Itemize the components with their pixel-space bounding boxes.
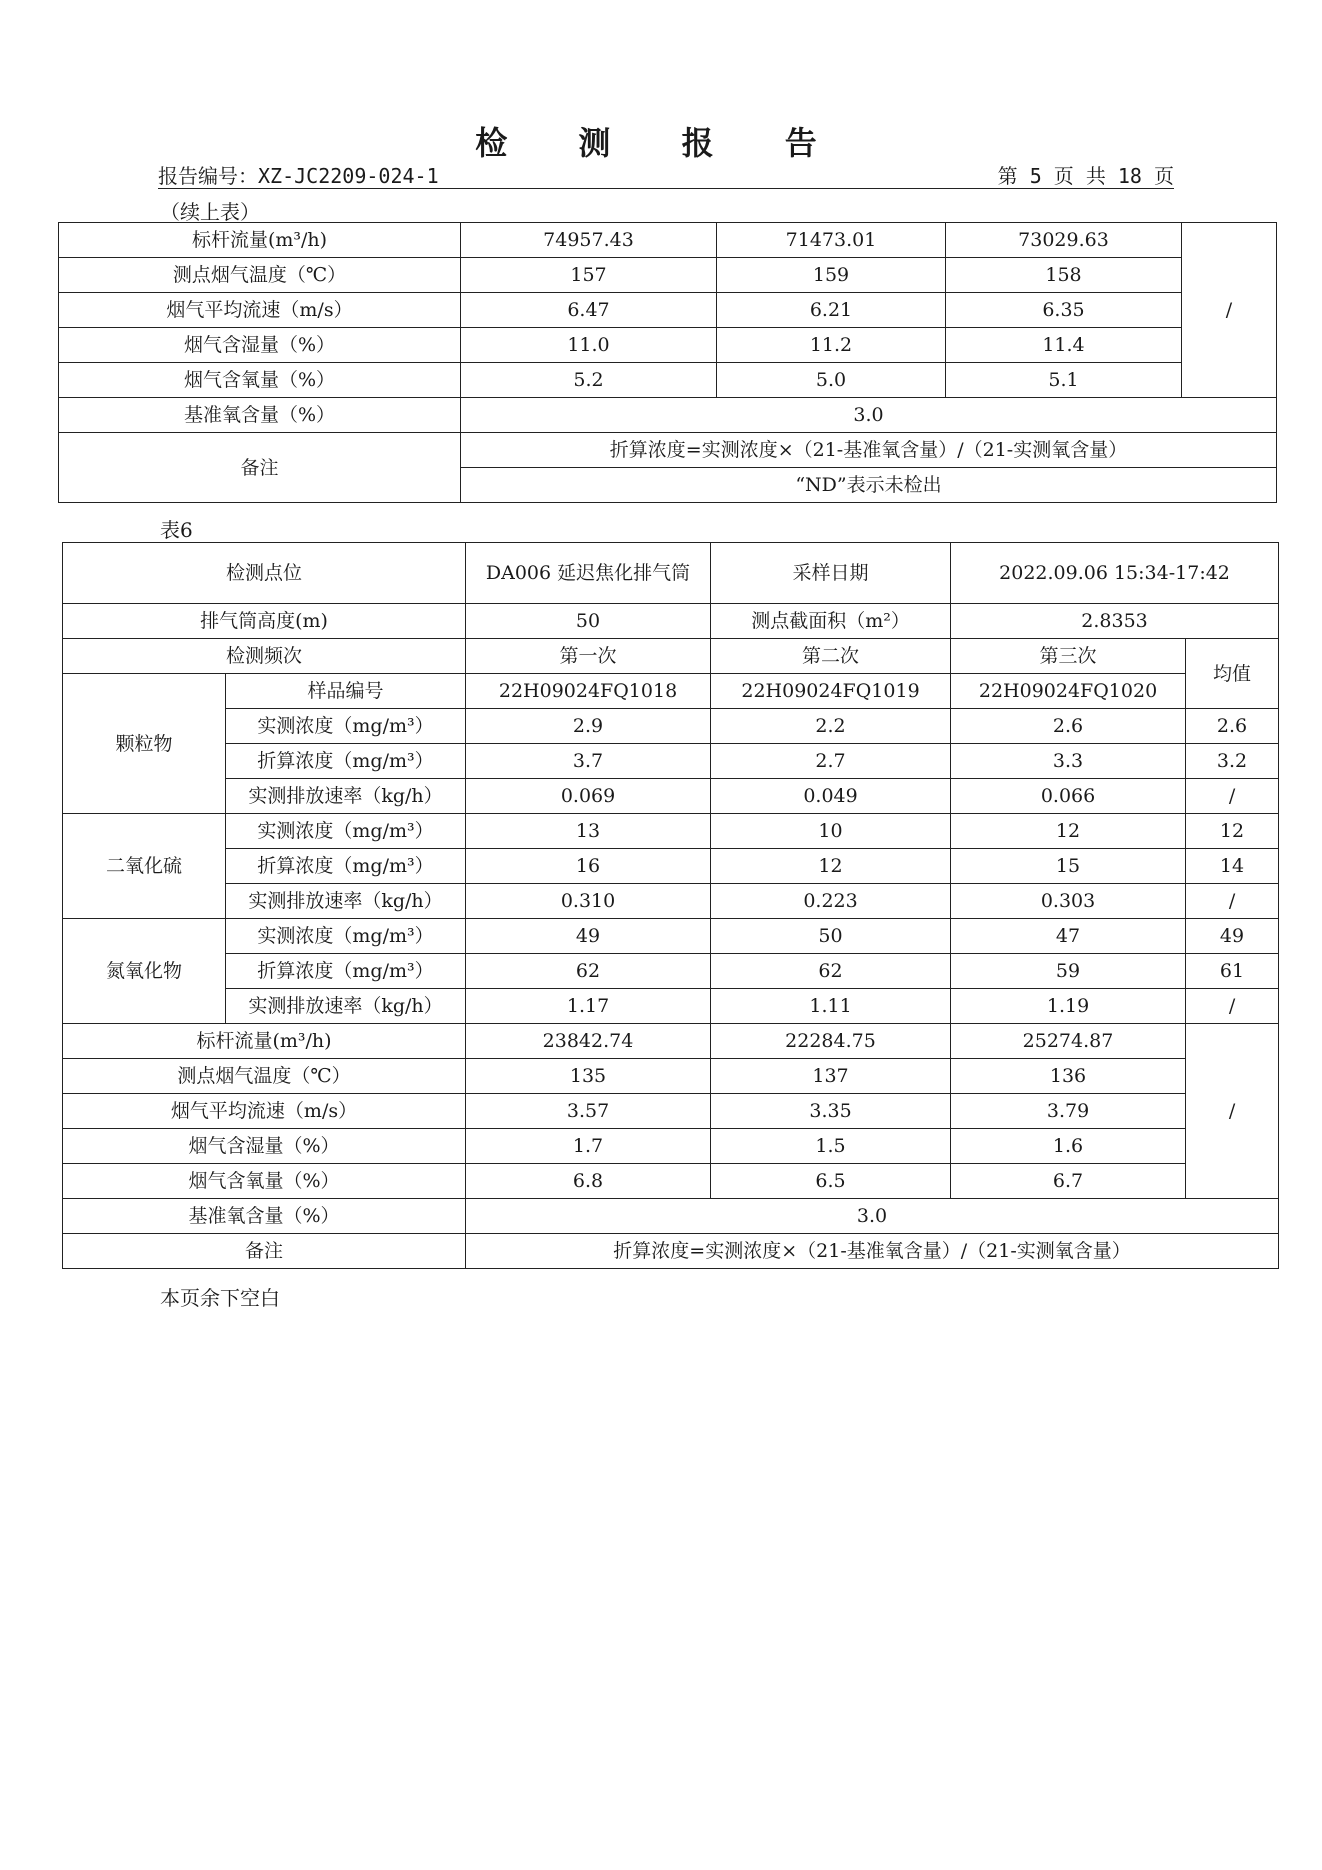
cell: 6.7 [951,1164,1186,1199]
cell: 12 [711,849,951,884]
cell: 1.19 [951,989,1186,1024]
cell: 50 [466,604,711,639]
cell: 47 [951,919,1186,954]
row-label: 烟气含氧量（%） [63,1164,466,1199]
avg-cell: 14 [1186,849,1279,884]
cell: 25274.87 [951,1024,1186,1059]
cell: 0.066 [951,779,1186,814]
avg-cell: 3.2 [1186,744,1279,779]
table-row [63,543,1279,604]
report-title: 检 测 报 告 [475,124,847,162]
cell: 6.35 [946,293,1182,328]
row-label: 实测排放速率（kg/h） [226,989,466,1024]
avg-cell: 61 [1186,954,1279,989]
cell: 0.310 [466,884,711,919]
table-row [63,849,1279,884]
table-row [63,709,1279,744]
row-label: 实测浓度（mg/m³） [226,709,466,744]
table-row [63,1094,1279,1129]
table1-caption: （续上表） [160,200,260,224]
row-label: 基准氧含量（%） [59,398,461,433]
table-row [63,1129,1279,1164]
row-label: 烟气含氧量（%） [59,363,461,398]
cell: 第一次 [466,639,711,674]
row-label: 折算浓度（mg/m³） [226,849,466,884]
table-row [59,293,1277,328]
cell: 5.2 [461,363,717,398]
row-label: 排气筒高度(m) [63,604,466,639]
cell: 0.303 [951,884,1186,919]
cell: 1.6 [951,1129,1186,1164]
avg-header: 均值 [1186,639,1279,709]
table-row [63,989,1279,1024]
cell: 0.223 [711,884,951,919]
row-label: 检测频次 [63,639,466,674]
cell: 22H09024FQ1019 [711,674,951,709]
remark-label: 备注 [59,433,461,503]
avg-cell: 12 [1186,814,1279,849]
cell: 3.7 [466,744,711,779]
table-row [63,744,1279,779]
cell: 22H09024FQ1020 [951,674,1186,709]
cell: 62 [711,954,951,989]
row-label: 烟气含湿量（%） [59,328,461,363]
remark-nd: “ND”表示未检出 [461,468,1277,503]
row-label: 测点烟气温度（℃） [59,258,461,293]
continued-table [58,222,1277,503]
table-row [63,1199,1279,1234]
cell: 11.4 [946,328,1182,363]
cell: 2.6 [951,709,1186,744]
cell: 12 [951,814,1186,849]
cell: 5.1 [946,363,1182,398]
row-label: 标杆流量(m³/h) [59,223,461,258]
page-info: 第 5 页 共 18 页 [997,164,1174,188]
cell: 第二次 [711,639,951,674]
remark-label: 备注 [63,1234,466,1269]
cell: 50 [711,919,951,954]
footer-note: 本页余下空白 [160,1286,280,1310]
monitoring-table [62,542,1279,1269]
row-label: 实测浓度（mg/m³） [226,919,466,954]
cell: 3.0 [466,1199,1279,1234]
cell: 71473.01 [717,223,946,258]
cell: 11.0 [461,328,717,363]
row-label: 实测浓度（mg/m³） [226,814,466,849]
cell: 158 [946,258,1182,293]
cell: 1.17 [466,989,711,1024]
row-label: 烟气平均流速（m/s） [59,293,461,328]
cell: 22284.75 [711,1024,951,1059]
cell: 15 [951,849,1186,884]
table2-caption: 表6 [160,518,193,542]
table-row [59,328,1277,363]
cell: 59 [951,954,1186,989]
cell: 10 [711,814,951,849]
cell: 2.7 [711,744,951,779]
cell: 3.79 [951,1094,1186,1129]
cell: 22H09024FQ1018 [466,674,711,709]
cell: 6.21 [717,293,946,328]
cell: 23842.74 [466,1024,711,1059]
cell: 3.3 [951,744,1186,779]
avg-cell: / [1186,779,1279,814]
avg-cell: 49 [1186,919,1279,954]
row-label: 基准氧含量（%） [63,1199,466,1234]
cell: 第三次 [951,639,1186,674]
row-label: 样品编号 [226,674,466,709]
cell: 73029.63 [946,223,1182,258]
row-label: 标杆流量(m³/h) [63,1024,466,1059]
row-label: 实测排放速率（kg/h） [226,884,466,919]
table-row [59,433,1277,468]
table-row [59,223,1277,258]
row-label: 采样日期 [711,543,951,604]
cell: 6.47 [461,293,717,328]
avg-cell: / [1186,989,1279,1024]
table-row [63,674,1279,709]
cell: 6.5 [711,1164,951,1199]
cell: 2022.09.06 15:34-17:42 [951,543,1279,604]
cell: 136 [951,1059,1186,1094]
pollutant-name: 颗粒物 [63,674,226,814]
cell: 1.11 [711,989,951,1024]
table-row [63,814,1279,849]
cell: 2.2 [711,709,951,744]
cell: 159 [717,258,946,293]
table-row [63,1024,1279,1059]
cell: 16 [466,849,711,884]
row-label: 折算浓度（mg/m³） [226,744,466,779]
cell: 0.049 [711,779,951,814]
cell: 1.5 [711,1129,951,1164]
table-row [63,1234,1279,1269]
cell: 1.7 [466,1129,711,1164]
row-label: 测点截面积（m²） [711,604,951,639]
table-row [63,1164,1279,1199]
cell: 5.0 [717,363,946,398]
cell: 74957.43 [461,223,717,258]
table-row [63,884,1279,919]
row-label: 测点烟气温度（℃） [63,1059,466,1094]
cell: 3.35 [711,1094,951,1129]
cell: 157 [461,258,717,293]
table-row [63,779,1279,814]
cell: 11.2 [717,328,946,363]
avg-cell: / [1186,884,1279,919]
row-label: 烟气平均流速（m/s） [63,1094,466,1129]
cell: 135 [466,1059,711,1094]
remark-formula: 折算浓度=实测浓度×（21-基准氧含量）/（21-实测氧含量） [461,433,1277,468]
cell: 3.57 [466,1094,711,1129]
pollutant-name: 二氧化硫 [63,814,226,919]
cell: DA006 延迟焦化排气筒 [466,543,711,604]
cell: 2.8353 [951,604,1279,639]
cell: 137 [711,1059,951,1094]
remark-formula: 折算浓度=实测浓度×（21-基准氧含量）/（21-实测氧含量） [466,1234,1279,1269]
cell: 3.0 [461,398,1277,433]
cell: 62 [466,954,711,989]
table-row [59,398,1277,433]
cell: 2.9 [466,709,711,744]
table-row [63,954,1279,989]
cell: 49 [466,919,711,954]
avg-cell: 2.6 [1186,709,1279,744]
table-row [63,604,1279,639]
cell: 0.069 [466,779,711,814]
table-row [63,639,1279,674]
table-row [59,258,1277,293]
row-label: 折算浓度（mg/m³） [226,954,466,989]
cell: 13 [466,814,711,849]
row-label: 实测排放速率（kg/h） [226,779,466,814]
report-number: 报告编号：XZ-JC2209-024-1 [158,164,439,188]
row-label: 烟气含湿量（%） [63,1129,466,1164]
table-row [63,1059,1279,1094]
header-rule [158,188,1174,189]
table-row [59,363,1277,398]
pollutant-name: 氮氧化物 [63,919,226,1024]
table-row [63,919,1279,954]
cell: 6.8 [466,1164,711,1199]
slash-cell: / [1186,1024,1279,1199]
row-label: 检测点位 [63,543,466,604]
slash-cell: / [1182,223,1277,398]
